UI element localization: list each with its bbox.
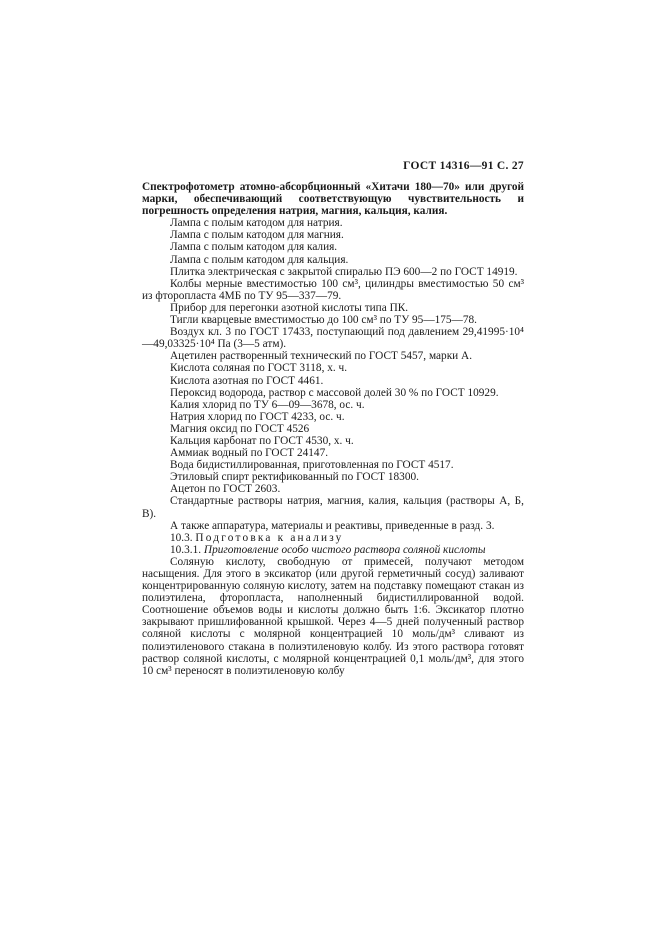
section-number: 10.3. [170,531,193,544]
materials-list [142,181,524,532]
subsection-heading [142,544,524,556]
list-paragraph: Плитка электрическая с закрытой спиралью ПЭ 600—2 по ГОСТ 14919. [170,265,518,278]
list-paragraph: Этиловый спирт ректификованный по ГОСТ 18300. [170,471,419,484]
section-title: Подготовка к анализу [195,531,344,544]
list-paragraph: Аммиак водный по ГОСТ 24147. [170,447,329,460]
list-paragraph: Лампа с полым катодом для калия. [170,241,338,254]
list-paragraph: Воздух кл. 3 по ГОСТ 17433, поступающий под давлением 29,41995·10⁴—49,03325·10⁴ Па (3—5 атм). [142,326,524,351]
subsection-number: 10.3.1. [170,543,202,556]
list-paragraph: Ацетилен растворенный технический по ГОСТ 5457, марки А. [170,350,473,363]
subsection-title: Приготовление особо чистого раствора соляной кислоты [203,543,486,556]
list-paragraph: Калия хлорид по ТУ 6—09—3678, ос. ч. [170,398,365,411]
list-paragraph: Стандартные растворы натрия, магния, калия, кальция (растворы А, Б, В). [142,495,524,520]
section-heading [142,532,524,544]
list-paragraph: Вода бидистиллированная, приготовленная по ГОСТ 4517. [170,459,454,472]
list-paragraph: Колбы мерные вместимостью 100 см³, цилиндры вместимостью 50 см³ из фторопласта 4МБ по ТУ 95—337—79. [142,277,524,302]
list-paragraph: Пероксид водорода, раствор с массовой долей 30 % по ГОСТ 10929. [170,386,499,399]
list-paragraph: Спектрофотометр атомно-абсорбционный «Хитачи 180—70» или другой марки, обеспечивающий соответствующую чувствительность и погрешность определения натрия, магния, кальция, калия. [142,181,524,218]
document-text [142,181,524,677]
list-paragraph: Лампа с полым катодом для кальция. [170,253,349,266]
list-paragraph: Лампа с полым катодом для натрия. [170,217,343,230]
list-paragraph: А также аппаратура, материалы и реактивы, приведенные в разд. 3. [170,519,495,532]
list-paragraph: Ацетон по ГОСТ 2603. [170,483,281,496]
list-paragraph: Прибор для перегонки азотной кислоты типа ПК. [170,301,409,314]
list-paragraph: Кислота соляная по ГОСТ 3118, х. ч. [170,362,348,375]
page-header: ГОСТ 14316—91 С. 27 [403,160,524,172]
list-paragraph: Натрия хлорид по ГОСТ 4233, ос. ч. [170,410,345,423]
list-paragraph: Кислота азотная по ГОСТ 4461. [170,374,324,387]
list-paragraph: Кальция карбонат по ГОСТ 4530, х. ч. [170,434,354,447]
list-paragraph: Тигли кварцевые вместимостью до 100 см³ по ТУ 95—175—78. [170,314,477,327]
list-paragraph: Магния оксид по ГОСТ 4526 [170,422,310,435]
body-paragraph: Соляную кислоту, свободную от примесей, получают методом насыщения. Для этого в эксикатор (или другой герметичный сосуд) заливают концентрированную соляную кислоту, затем на подставку помещают стакан из полиэтилена, фторопласта, наполненный бидистиллированной водой. Соотношение объемов воды и кислоты должно быть 1:6. Эксикатор плотно закрывают пришлифованной крышкой. Через 4—5 дней полученный раствор соляной кислоты с молярной концентрацией 10 моль/дм³ сливают из полиэтиленового стакана в полиэтиленовую колбу. Из этого раствора готовят раствор соляной кислоты, с молярной концентрацией 0,1 моль/дм³, для этого 10 см³ переносят в полиэтиленовую колбу [142,555,524,677]
list-paragraph: Лампа с полым катодом для магния. [170,229,344,242]
